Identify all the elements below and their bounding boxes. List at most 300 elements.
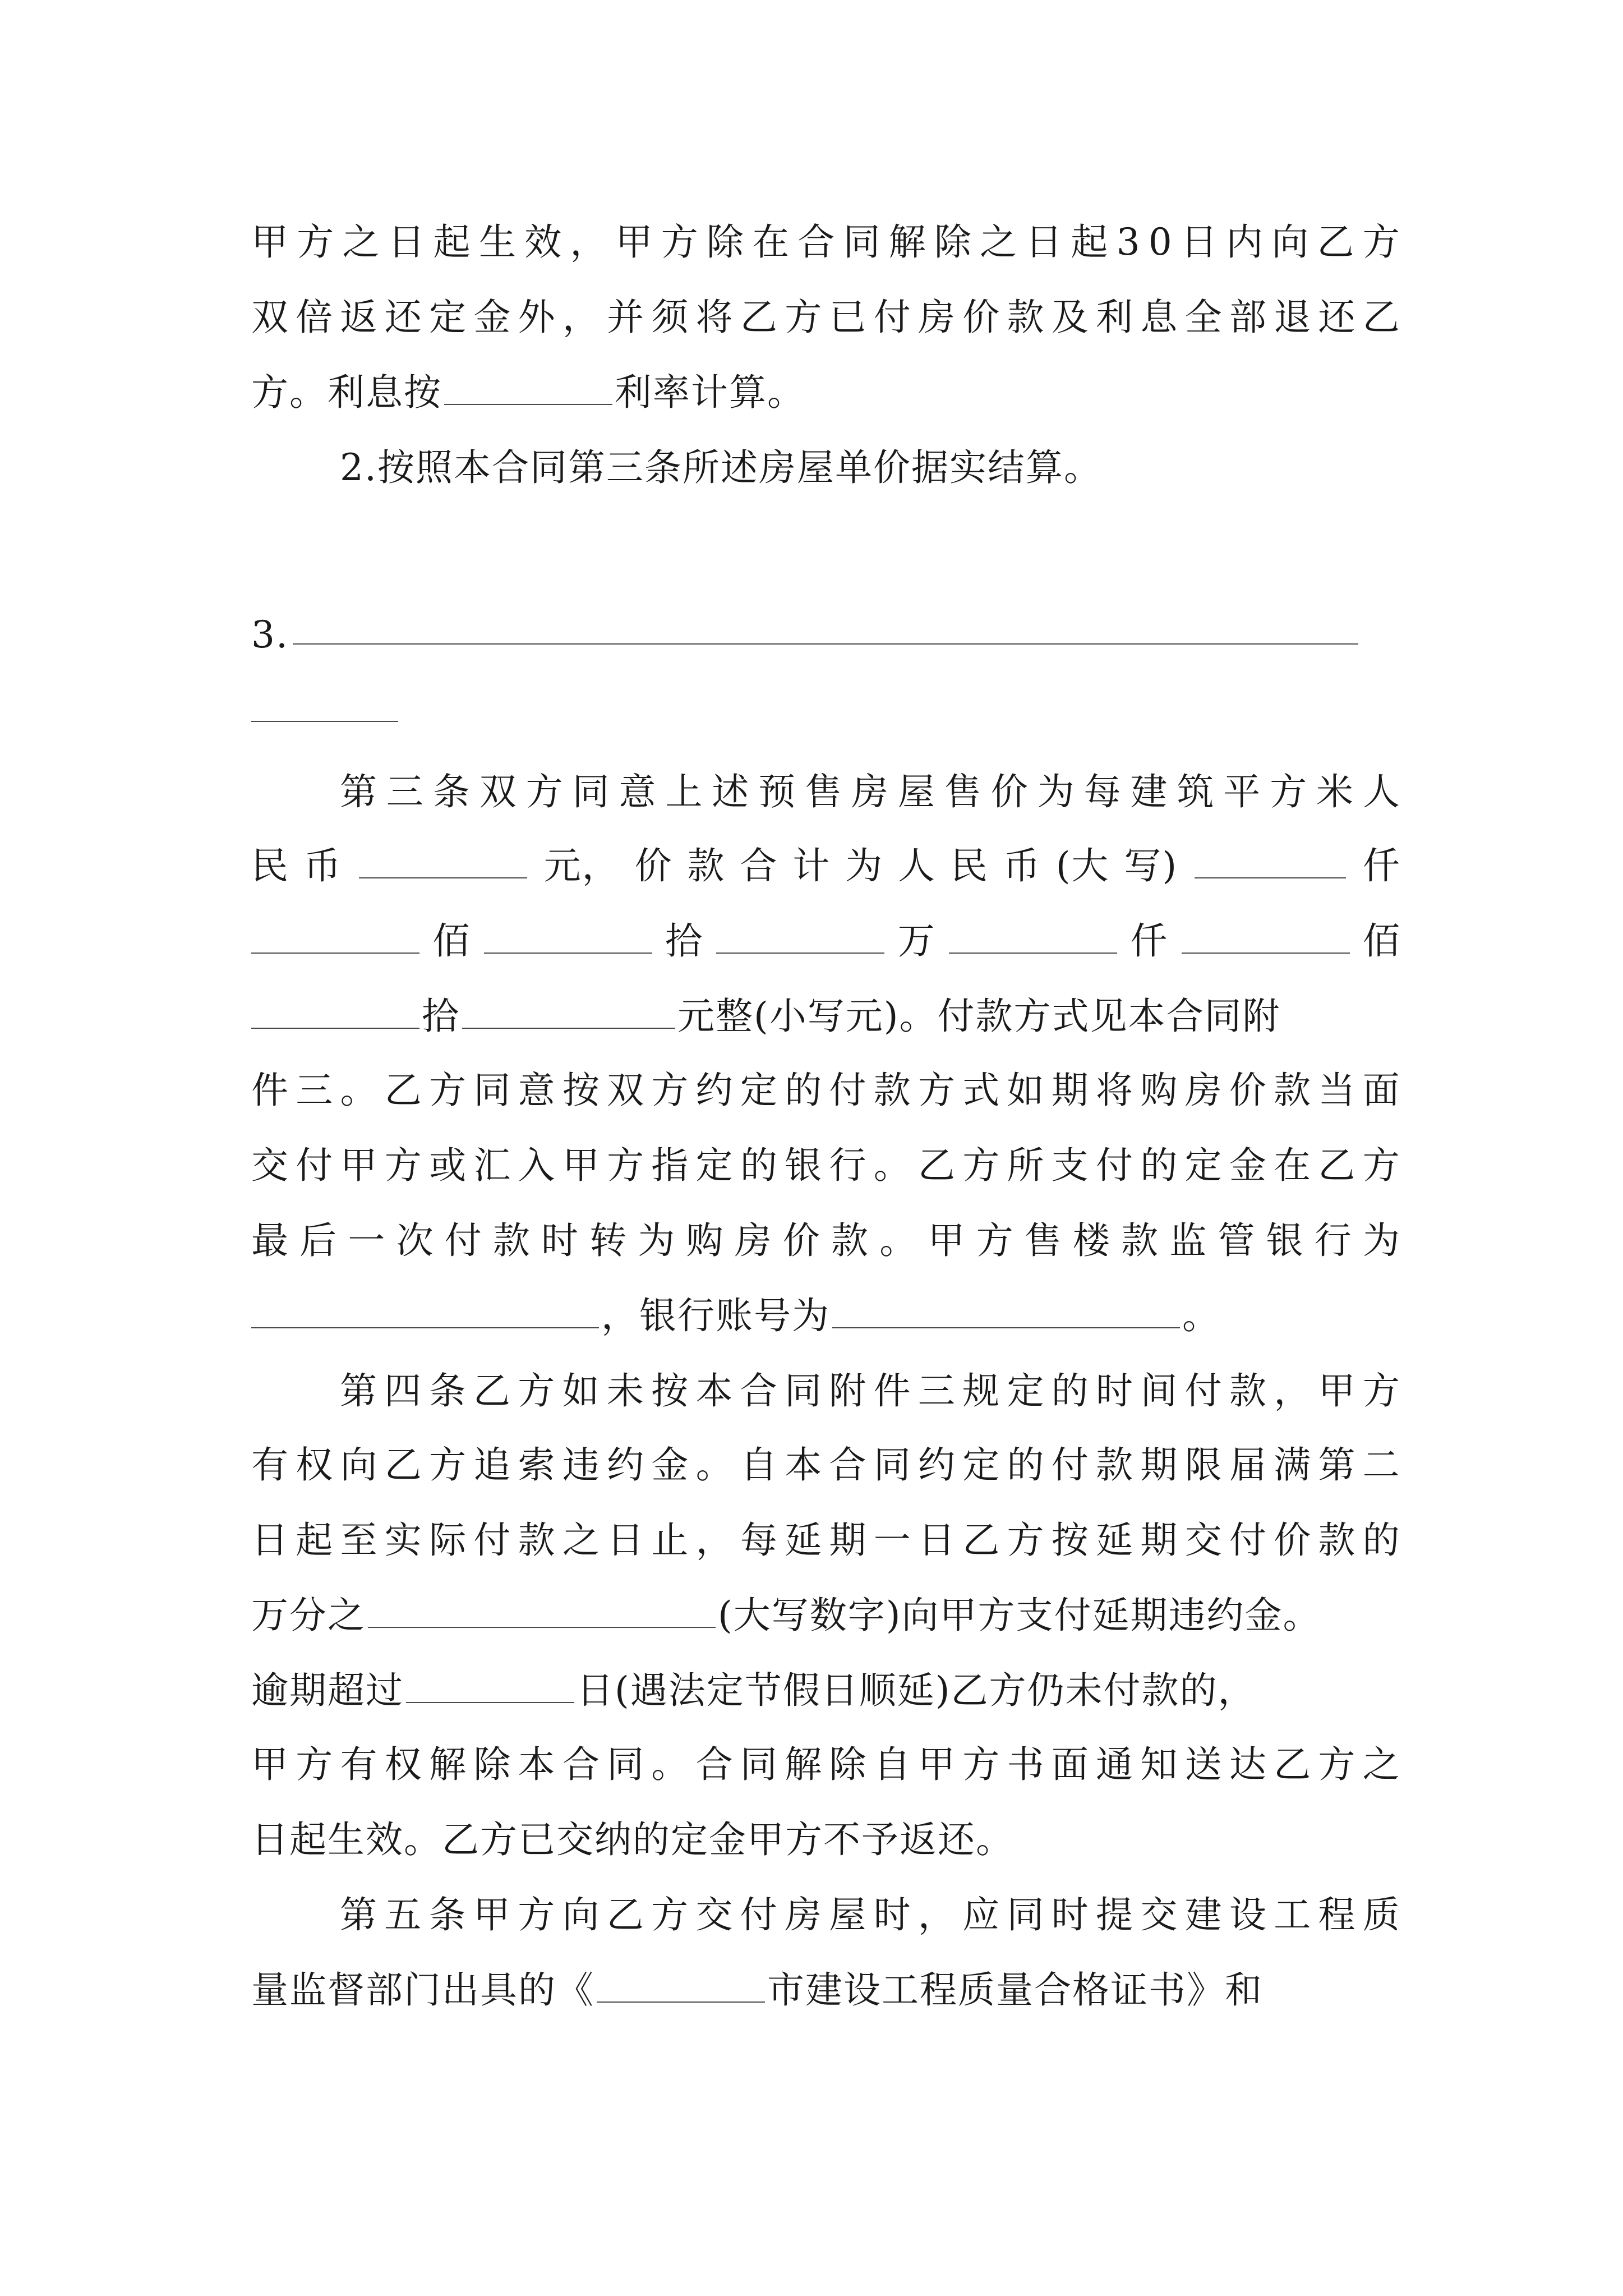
char: 本 — [695, 1369, 734, 1412]
char: 按 — [562, 1069, 601, 1112]
char: 售 — [944, 770, 983, 813]
char: 款 — [1318, 1519, 1357, 1562]
char: 建 — [1184, 1893, 1223, 1936]
char: 方 — [1270, 770, 1308, 813]
char: 合 — [740, 844, 778, 887]
blank-underline — [293, 643, 1358, 645]
char: 定 — [1184, 1144, 1223, 1187]
char: 入 — [518, 1144, 556, 1187]
char: 价 — [1274, 1519, 1312, 1562]
char: 将 — [695, 296, 734, 339]
char: 际 — [429, 1519, 468, 1562]
char: 部 — [1229, 296, 1267, 339]
char: 之 — [562, 1519, 601, 1562]
clause-item-3 — [251, 613, 1401, 657]
blank-underline — [359, 845, 527, 878]
char: 合 — [695, 1743, 734, 1786]
char: 附 — [829, 1369, 868, 1412]
char: 提 — [1096, 1893, 1135, 1936]
char: 屋 — [897, 770, 936, 813]
char: 币 — [303, 844, 342, 887]
char: 付 — [473, 1519, 512, 1562]
article-5 — [340, 1893, 1401, 1938]
char: 元， — [543, 844, 620, 887]
char: 方 — [1362, 1369, 1401, 1412]
char: 效 — [524, 220, 563, 264]
char: 售 — [1024, 1219, 1063, 1262]
char: 甲 — [251, 1743, 289, 1786]
char: 权 — [296, 1443, 334, 1487]
line-text: 万分之 — [251, 1594, 366, 1637]
char: 款 — [831, 1219, 870, 1262]
char: 之 — [980, 220, 1018, 264]
char: 乙 — [606, 1893, 645, 1936]
char: 售 — [805, 770, 843, 813]
char: 起 — [433, 220, 472, 264]
char: 的 — [1051, 1369, 1090, 1412]
char: 为 — [1362, 1219, 1401, 1262]
char: 款 — [1121, 1219, 1160, 1262]
char: 付 — [1184, 1369, 1223, 1412]
text-line — [251, 1818, 1401, 1862]
char: 知 — [1140, 1743, 1179, 1786]
char: 监 — [1169, 1219, 1208, 1262]
line-text: 逾期超过 — [251, 1669, 404, 1712]
char: 定 — [1007, 1369, 1045, 1412]
char: 行 — [1314, 1219, 1353, 1262]
char: 乙 — [1362, 296, 1401, 339]
char: 应 — [962, 1893, 1001, 1936]
char: 期 — [1051, 1069, 1090, 1112]
char: 佰 — [432, 919, 471, 963]
line-text: 日(遇法定节假日顺延)乙方仍未付款的， — [577, 1669, 1256, 1712]
char: 付 — [1096, 1144, 1135, 1187]
char: 第 — [340, 770, 378, 813]
char: 每 — [1083, 770, 1122, 813]
char: 日 — [388, 220, 426, 264]
line-text: 方。利息按 — [251, 371, 442, 414]
char: 甲 — [1318, 1369, 1357, 1412]
char: 息 — [1140, 296, 1179, 339]
char: 的 — [1140, 1144, 1179, 1187]
char: 币 — [1003, 844, 1041, 887]
char: 除 — [706, 220, 745, 264]
char: 房 — [1184, 1069, 1223, 1112]
blank-underline — [597, 1969, 765, 2003]
char: 为 — [845, 844, 884, 887]
char: (大 — [1055, 844, 1110, 887]
blank-underline — [368, 1594, 716, 1628]
char: 乙 — [384, 1069, 423, 1112]
char: 甲 — [928, 1219, 966, 1262]
char: 之 — [342, 220, 381, 264]
char: ， — [1274, 1369, 1312, 1412]
line-text: (大写数字)向甲方支付延期违约金。 — [718, 1594, 1321, 1637]
char: 人 — [898, 844, 937, 887]
char: 解 — [429, 1743, 468, 1786]
char: 除 — [473, 1743, 512, 1786]
char: 时 — [1051, 1893, 1090, 1936]
char: 乙 — [962, 1519, 1001, 1562]
char: 届 — [1229, 1443, 1267, 1487]
char: 合 — [740, 1369, 778, 1412]
char: 付 — [1229, 1519, 1267, 1562]
char: 方 — [296, 1743, 334, 1786]
char: 延 — [1096, 1519, 1135, 1562]
char: 的 — [1007, 1443, 1045, 1487]
char: 将 — [1096, 1069, 1135, 1112]
char: 款 — [1229, 1369, 1267, 1412]
char: 方 — [607, 1144, 645, 1187]
char: 日 — [1180, 220, 1219, 264]
char: 定 — [962, 1443, 1001, 1487]
text-line — [251, 1068, 1401, 1113]
text-line — [251, 1518, 1401, 1563]
text-line — [251, 370, 1401, 415]
char: 已 — [829, 296, 868, 339]
char: 交 — [1184, 1519, 1223, 1562]
article-4 — [340, 1369, 1401, 1414]
text-line — [251, 1968, 1401, 2013]
char: 仟 — [1362, 844, 1401, 887]
char: 同 — [572, 770, 611, 813]
char: 向 — [340, 1443, 379, 1487]
char: ， — [562, 296, 601, 339]
item-number: 3. — [251, 613, 289, 656]
char: 双 — [607, 1069, 645, 1112]
char: 向 — [1271, 220, 1310, 264]
char: 筑 — [1177, 770, 1215, 813]
char: 时 — [873, 1893, 912, 1936]
char: 限 — [1184, 1443, 1223, 1487]
char: 甲 — [251, 220, 289, 264]
char: 解 — [888, 220, 927, 264]
char: 管 — [1218, 1219, 1256, 1262]
char: 同 — [1007, 1893, 1045, 1936]
char: 有 — [340, 1743, 379, 1786]
char: 。 — [879, 1219, 918, 1262]
char: 乙 — [384, 1443, 423, 1487]
char: 付 — [829, 1069, 868, 1112]
text-line — [251, 1143, 1401, 1188]
char: 约 — [695, 1069, 734, 1112]
char: 款 — [1274, 1069, 1312, 1112]
char: 方 — [651, 1893, 690, 1936]
char: 违 — [562, 1443, 601, 1487]
char: 通 — [1096, 1743, 1135, 1786]
char: 乙 — [1274, 1743, 1312, 1786]
char: 全 — [1184, 296, 1223, 339]
char: 所 — [1007, 1144, 1045, 1187]
char: 方 — [1362, 220, 1401, 264]
char: 计 — [792, 844, 831, 887]
char: 满 — [1274, 1443, 1312, 1487]
text-line — [251, 994, 1401, 1039]
char: 方 — [525, 770, 564, 813]
char: 款 — [1096, 1443, 1135, 1487]
char: 方 — [518, 1893, 556, 1936]
char: 甲 — [917, 1743, 956, 1786]
char: 拾 — [665, 919, 703, 963]
char: 件 — [873, 1369, 912, 1412]
char: 同 — [607, 1743, 645, 1786]
char: 款 — [518, 1519, 556, 1562]
char: 当 — [1318, 1069, 1357, 1112]
char: 工 — [1274, 1893, 1312, 1936]
char: ， — [917, 1893, 956, 1936]
char: 还 — [384, 296, 423, 339]
char: 方 — [518, 1369, 556, 1412]
text-line — [251, 919, 1401, 964]
char: 期 — [1140, 1519, 1179, 1562]
char: 人 — [1362, 770, 1401, 813]
char: 及 — [1051, 296, 1090, 339]
char: 日 — [917, 1519, 956, 1562]
char: ， — [570, 220, 608, 264]
char: 后 — [299, 1219, 338, 1262]
char: 指 — [651, 1144, 690, 1187]
char: 金 — [651, 1443, 690, 1487]
char: 合 — [797, 220, 836, 264]
char: 上 — [665, 770, 704, 813]
char: 送 — [1184, 1743, 1223, 1786]
char: 。 — [651, 1743, 690, 1786]
char: 时 — [1096, 1369, 1135, 1412]
char: 返 — [340, 296, 379, 339]
char: 方 — [976, 1219, 1015, 1262]
char: 方 — [661, 220, 699, 264]
char: 3 — [1116, 220, 1141, 264]
char: ， — [695, 1519, 734, 1562]
char: 定 — [740, 1069, 778, 1112]
text-line — [251, 1294, 1401, 1338]
char: 方 — [429, 1443, 468, 1487]
line-text: 量监督部门出具的《 — [251, 1968, 594, 2012]
char: 房 — [851, 770, 889, 813]
char: 达 — [1229, 1743, 1267, 1786]
char: 第 — [340, 1893, 378, 1936]
char: 房 — [917, 296, 956, 339]
char: 同 — [473, 1069, 512, 1112]
char: 交 — [251, 1144, 289, 1187]
char: 甲 — [562, 1144, 601, 1187]
char: 行 — [829, 1144, 868, 1187]
char: 约 — [607, 1443, 645, 1487]
char: 双 — [479, 770, 518, 813]
char: 之 — [1362, 1743, 1401, 1786]
char: 转 — [589, 1219, 628, 1262]
blank-underline — [484, 920, 652, 954]
char: 定 — [695, 1144, 734, 1187]
char: 生 — [478, 220, 517, 264]
char: 同 — [740, 1743, 778, 1786]
char: 三 — [386, 770, 425, 813]
char: 期 — [829, 1519, 868, 1562]
text-line — [251, 220, 1401, 265]
char: 权 — [384, 1743, 423, 1786]
char: 款 — [1007, 296, 1045, 339]
char: 乙 — [1317, 220, 1355, 264]
char: 意 — [518, 1069, 556, 1112]
char: 三 — [917, 1369, 956, 1412]
text-line — [251, 1668, 1401, 1713]
char: 拾 — [422, 995, 460, 1038]
char: 索 — [518, 1443, 556, 1487]
char: 期 — [1140, 1443, 1179, 1487]
blank-underline — [406, 1669, 574, 1703]
char: 方 — [785, 296, 823, 339]
char: 本 — [518, 1743, 556, 1786]
char: 式 — [962, 1069, 1001, 1112]
char: 银 — [1266, 1219, 1304, 1262]
char: 自 — [740, 1443, 778, 1487]
char: 倍 — [296, 296, 334, 339]
char: 日 — [251, 1519, 289, 1562]
line-text: 2.按照本合同第三条所述房屋单价据实结算。 — [340, 446, 1102, 489]
char: 。 — [873, 1144, 912, 1187]
char: 方 — [1362, 1144, 1401, 1187]
char: 至 — [340, 1519, 379, 1562]
char: 银 — [785, 1144, 823, 1187]
char: 实 — [384, 1519, 423, 1562]
text-line — [251, 1593, 1401, 1638]
char: 一 — [873, 1519, 912, 1562]
char: 楼 — [1072, 1219, 1111, 1262]
blank-underline — [949, 920, 1117, 954]
char: 除 — [829, 1743, 868, 1786]
char: 方 — [429, 1069, 468, 1112]
line-text: 市建设工程质量合格证书》和 — [767, 1968, 1263, 2012]
char: 写) — [1124, 844, 1178, 887]
char: 建 — [1130, 770, 1169, 813]
char: 每 — [740, 1519, 778, 1562]
line-text: 利率计算。 — [615, 371, 805, 414]
blank-underline — [251, 721, 398, 722]
char: 乙 — [740, 296, 778, 339]
line-text: 元整(小写元)。付款方式见本合同附 — [677, 995, 1281, 1038]
char: 0 — [1148, 220, 1173, 264]
char: 次 — [396, 1219, 435, 1262]
char: 延 — [785, 1519, 823, 1562]
char: 条 — [432, 770, 471, 813]
char: 方 — [1318, 1743, 1357, 1786]
char: 定 — [429, 296, 468, 339]
char: 或 — [429, 1144, 468, 1187]
char: 价 — [634, 844, 673, 887]
char: 方 — [917, 1069, 956, 1112]
char: 还 — [1318, 296, 1357, 339]
char: 价 — [1229, 1069, 1267, 1112]
char: 在 — [1274, 1144, 1312, 1187]
char: 本 — [785, 1443, 823, 1487]
char: 程 — [1318, 1893, 1357, 1936]
char: 的 — [785, 1069, 823, 1112]
char: 日 — [607, 1519, 645, 1562]
char: 米 — [1316, 770, 1355, 813]
blank-underline — [462, 995, 675, 1029]
char: 价 — [990, 770, 1029, 813]
char: 日 — [1025, 220, 1064, 264]
char: 民 — [950, 844, 989, 887]
char: 购 — [686, 1219, 725, 1262]
char: 乙 — [917, 1144, 956, 1187]
char: 书 — [1007, 1743, 1045, 1786]
char: 购 — [1140, 1069, 1179, 1112]
blank-underline — [1182, 920, 1350, 954]
char: 退 — [1274, 296, 1312, 339]
char: 三 — [296, 1069, 334, 1112]
blank-underline — [716, 920, 884, 954]
char: 合 — [829, 1443, 868, 1487]
text-line — [251, 295, 1401, 340]
char: 未 — [606, 1369, 645, 1412]
char: 面 — [1362, 1069, 1401, 1112]
char: 汇 — [473, 1144, 512, 1187]
char: 预 — [758, 770, 797, 813]
char: 。 — [695, 1443, 734, 1487]
char: 条 — [428, 1893, 467, 1936]
char: 同 — [784, 1369, 823, 1412]
char: 甲 — [340, 1144, 379, 1187]
char: 意 — [619, 770, 657, 813]
char: 交 — [695, 1893, 734, 1936]
char: 方 — [1007, 1519, 1045, 1562]
char: 按 — [651, 1369, 690, 1412]
line-text: 。 — [1182, 1294, 1220, 1337]
char: 质 — [1362, 1893, 1401, 1936]
blank-underline — [251, 920, 419, 954]
char: 一 — [348, 1219, 386, 1262]
char: 的 — [740, 1144, 778, 1187]
char: 设 — [1229, 1893, 1267, 1936]
char: 支 — [1051, 1144, 1090, 1187]
char: 屋 — [829, 1893, 868, 1936]
char: 民 — [251, 844, 289, 887]
char: 止 — [651, 1519, 690, 1562]
char: 为 — [638, 1219, 676, 1262]
char: 乙 — [1318, 1144, 1357, 1187]
char: 价 — [962, 296, 1001, 339]
char: 并 — [607, 296, 645, 339]
char: 四 — [384, 1369, 423, 1412]
char: 二 — [1362, 1443, 1401, 1487]
char: 规 — [962, 1369, 1001, 1412]
char: 内 — [1226, 220, 1265, 264]
char: 付 — [296, 1144, 334, 1187]
char: 同 — [873, 1443, 912, 1487]
char: 平 — [1223, 770, 1262, 813]
char: 的 — [1362, 1519, 1401, 1562]
char: 甲 — [473, 1893, 511, 1936]
char: 价 — [782, 1219, 821, 1262]
char: 如 — [562, 1369, 601, 1412]
char: 时 — [541, 1219, 580, 1262]
char: 双 — [251, 296, 289, 339]
char: 房 — [734, 1219, 773, 1262]
char: 外 — [518, 296, 556, 339]
char: 面 — [1051, 1743, 1090, 1786]
char: 起 — [1071, 220, 1109, 264]
char: 付 — [873, 296, 912, 339]
char: 起 — [296, 1519, 334, 1562]
char: 仟 — [1130, 919, 1169, 963]
char: 自 — [873, 1743, 912, 1786]
char: 付 — [444, 1219, 483, 1262]
char: 约 — [917, 1443, 956, 1487]
char: 向 — [562, 1893, 601, 1936]
char: 方 — [962, 1743, 1001, 1786]
text-line — [251, 1218, 1401, 1263]
